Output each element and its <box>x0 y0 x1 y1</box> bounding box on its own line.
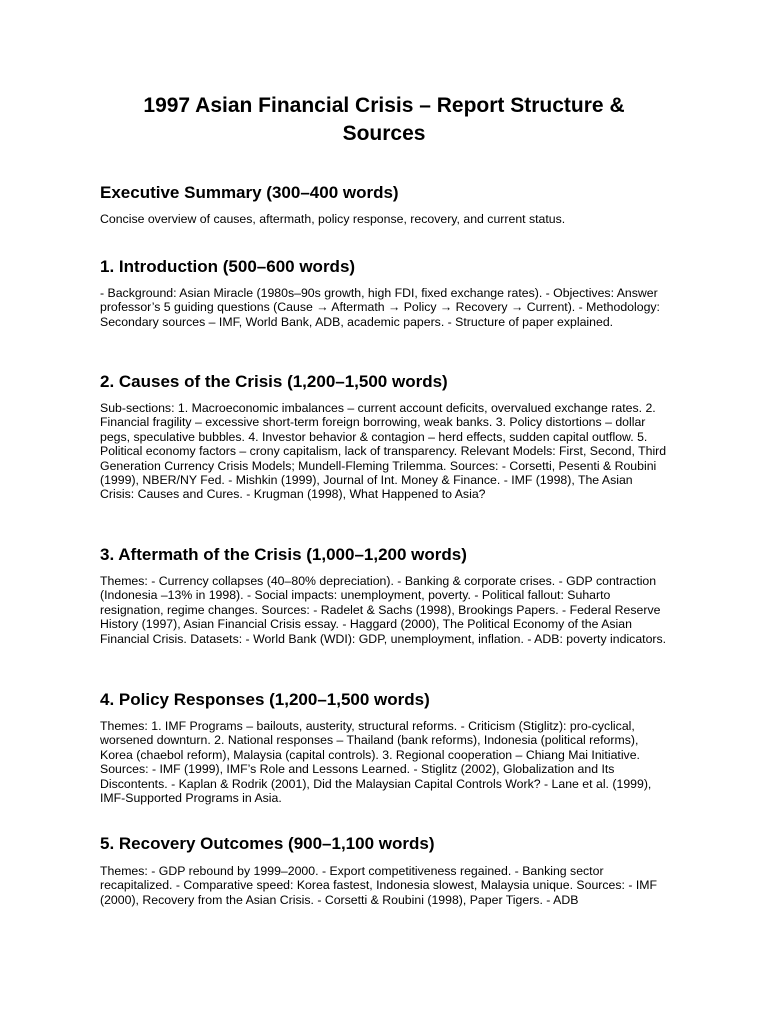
section-heading-recovery-outcomes: 5. Recovery Outcomes (900–1,100 words) <box>100 834 435 853</box>
section-heading-executive-summary: Executive Summary (300–400 words) <box>100 183 399 202</box>
section-body-introduction: - Background: Asian Miracle (1980s–90s growth, high FDI, fixed exchange rates). - Objectives: Answer professor’s 5 guiding questions (Cause → Aftermath → Policy → Recovery → Current). - Methodology: Secondary sources – IMF, World Bank, ADB, academic papers. - Structure of paper explained. <box>100 286 660 329</box>
document-title: 1997 Asian Financial Crisis – Report Structure & Sources <box>143 94 625 145</box>
section-heading-causes: 2. Causes of the Crisis (1,200–1,500 words) <box>100 372 448 391</box>
section-heading-introduction: 1. Introduction (500–600 words) <box>100 257 356 276</box>
section-heading-policy-responses: 4. Policy Responses (1,200–1,500 words) <box>100 690 430 709</box>
section-body-executive-summary: Concise overview of causes, aftermath, policy response, recovery, and current status. <box>100 212 566 226</box>
section-heading-aftermath: 3. Aftermath of the Crisis (1,000–1,200 words) <box>100 545 467 564</box>
section-body-recovery-outcomes: Themes: - GDP rebound by 1999–2000. - Export competitiveness regained. - Banking sector recapitalized. - Comparative speed: Korea fastest, Indonesia slowest, Malaysia unique. Sources: - IMF (2000), Recovery from the Asian Crisis. - Corsetti & Roubini (1998), Paper Tigers. - ADB <box>100 864 658 907</box>
section-body-aftermath: Themes: - Currency collapses (40–80% depreciation). - Banking & corporate crises. - GDP contraction (Indonesia –13% in 1998). - Social impacts: unemployment, poverty. - Political fallout: Suharto resignation, regime changes. Sources: - Radelet & Sachs (1998), Brookings Papers. - Federal Reserve History (1997), Asian Financial Crisis essay. - Haggard (2000), The Political Economy of the Asian Financial Crisis. Datasets: - World Bank (WDI): GDP, unemployment, inflation. - ADB: poverty indicators. <box>100 574 667 646</box>
section-body-causes: Sub-sections: 1. Macroeconomic imbalances – current account deficits, overvalued exchange rates. 2. Financial fragility – excessive short-term foreign borrowing, weak banks. 3. Policy distortions – dollar pegs, speculative bubbles. 4. Investor behavior & contagion – herd effects, sudden capital outflow. 5. Political economy factors – crony capitalism, lack of transparency. Relevant Models: First, Second, Third Generation Currency Crisis Models; Mundell-Fleming Trilemma. Sources: - Corsetti, Pesenti & Roubini (1999), NBER/NY Fed. - Mishkin (1999), Journal of Int. Money & Finance. - IMF (1998), The Asian Crisis: Causes and Cures. - Krugman (1998), What Happened to Asia? <box>100 401 667 502</box>
section-body-policy-responses: Themes: 1. IMF Programs – bailouts, austerity, structural reforms. - Criticism (Stiglitz): pro-cyclical, worsened downturn. 2. National responses – Thailand (bank reforms), Indonesia (political reforms), Korea (chaebol reform), Malaysia (capital controls). 3. Regional cooperation – Chiang Mai Initiative. Sources: - IMF (1999), IMF’s Role and Lessons Learned. - Stiglitz (2002), Globalization and Its Discontents. - Kaplan & Rodrik (2001), Did the Malaysian Capital Controls Work? - Lane et al. (1999), IMF-Supported Programs in Asia. <box>100 719 652 806</box>
